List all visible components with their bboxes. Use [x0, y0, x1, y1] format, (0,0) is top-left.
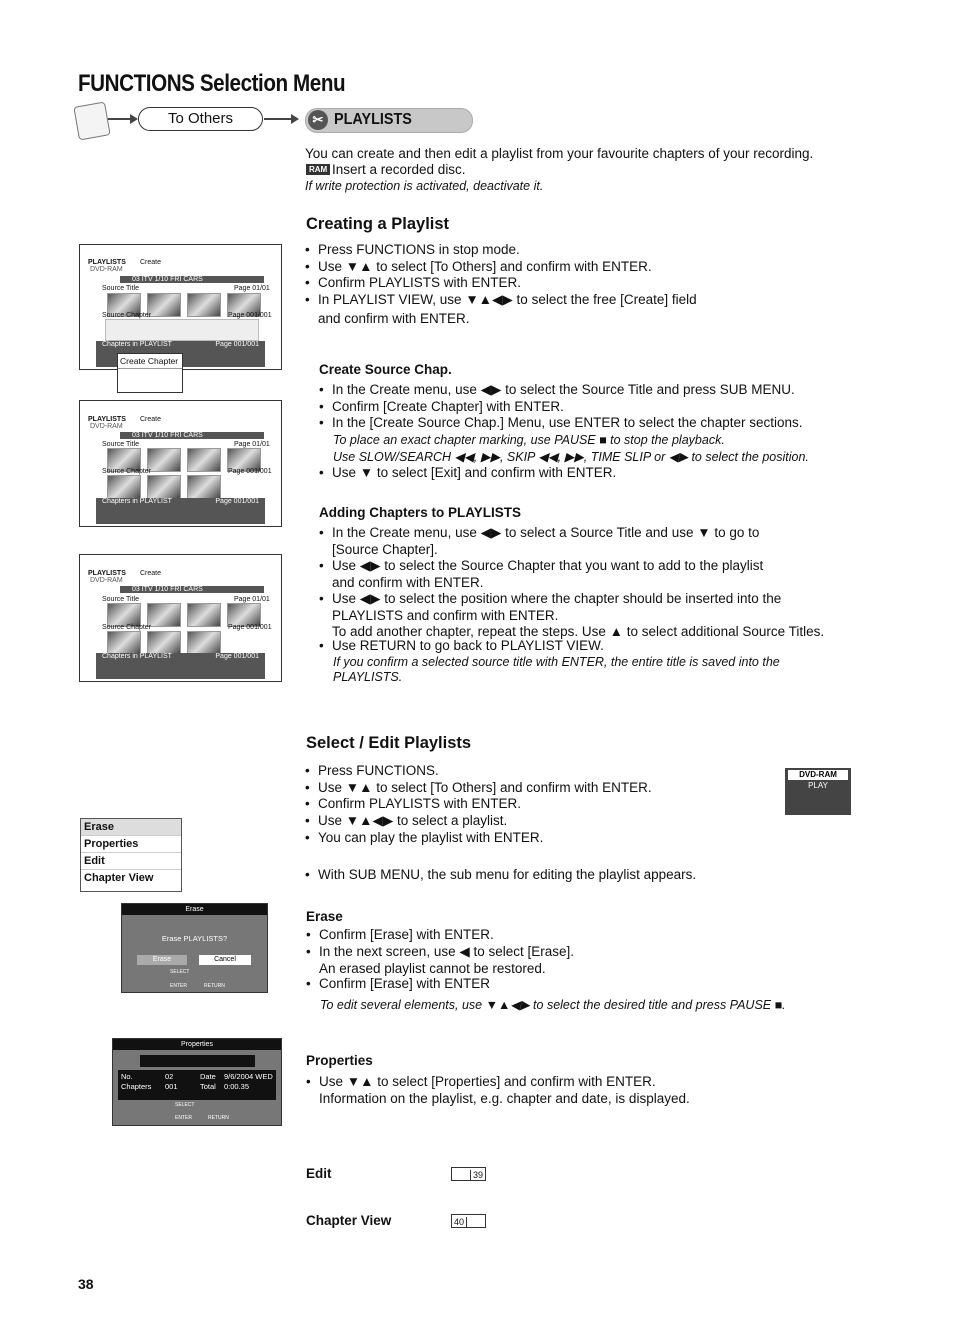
book-icon — [451, 1167, 486, 1181]
step-continuation: An erased playlist cannot be restored. — [319, 961, 546, 976]
playlists-label: PLAYLISTS — [334, 111, 412, 128]
source-chapter-label: Source Chapter — [102, 312, 152, 319]
screen-create: Create — [140, 259, 162, 266]
playlists-icon: ✂ — [308, 110, 328, 130]
screen-title-bar: 03 ITV 1/10 FRI CARS — [120, 432, 264, 439]
screen-playlists: PLAYLISTS — [88, 259, 126, 266]
page-label: Page 01/01 — [234, 285, 270, 292]
screen-playlists: PLAYLISTS — [88, 416, 126, 423]
adding-steps-1 — [319, 525, 759, 542]
page-label: Page 01/01 — [234, 596, 270, 603]
submenu-properties[interactable]: Properties — [81, 836, 181, 853]
arrow-head-icon — [291, 114, 299, 124]
functions-icon — [73, 101, 110, 140]
erase-button[interactable]: Erase — [137, 955, 187, 965]
select-edit-steps — [305, 763, 652, 847]
note: PLAYLISTS. — [333, 670, 403, 684]
chapters-bar — [96, 498, 265, 524]
properties-heading: Properties — [306, 1053, 373, 1068]
thumb — [107, 631, 141, 655]
submenu-note — [305, 867, 696, 884]
erase-dialog — [121, 903, 268, 993]
page-label: Page 001/001 — [215, 498, 259, 505]
thumb — [187, 293, 221, 317]
screen-title-bar: 03 ITV 1/10 FRI CARS — [120, 276, 264, 283]
erase-steps — [306, 927, 574, 960]
prop-no: 02 — [165, 1072, 174, 1081]
prop-total: 0:00.35 — [224, 1082, 250, 1091]
create-chapter-label[interactable]: Create Chapter — [118, 354, 182, 369]
chapters-in-playlist: Chapters in PLAYLIST — [102, 341, 172, 348]
edit-ref-page: 39 — [470, 1170, 483, 1180]
step: • In the Create menu, use ◀▶ to select a Source Title and use ▼ to go to — [319, 525, 759, 542]
intro-line2: Insert a recorded disc. — [332, 162, 466, 177]
cancel-button[interactable]: Cancel — [199, 955, 251, 965]
chapters-bar — [96, 653, 265, 679]
step: • Use ▼▲ to select [To Others] and confirm with ENTER. — [305, 259, 697, 276]
step: • Use ▼▲ to select [To Others] and confirm with ENTER. — [305, 780, 652, 797]
step: • You can play the playlist with ENTER. — [305, 830, 652, 847]
adding-heading: Adding Chapters to PLAYLISTS — [319, 505, 522, 520]
adding-steps-2 — [319, 558, 763, 575]
properties-name-bar — [140, 1055, 255, 1067]
erase-note: To edit several elements, use ▼▲◀▶ to select the desired title and press PAUSE ■. — [320, 998, 786, 1012]
to-others-pill — [138, 107, 263, 131]
arrow-icon — [264, 118, 294, 120]
page-number: 38 — [78, 1276, 94, 1292]
step: • With SUB MENU, the sub menu for editing the playlist appears. — [305, 867, 696, 884]
sub-menu — [80, 818, 182, 892]
intro-line3: If write protection is activated, deactivate it. — [305, 179, 544, 193]
step: • Confirm [Create Chapter] with ENTER. — [319, 399, 803, 416]
book-icon — [451, 1214, 486, 1228]
screen-title-bar: 03 ITV 1/10 FRI CARS — [120, 586, 264, 593]
screen-create: Create — [140, 416, 162, 423]
source-title-label: Source Title — [102, 596, 139, 603]
step: • Use ▼ to select [Exit] and confirm with ENTER. — [319, 465, 616, 482]
prop-no-label: No. — [121, 1072, 133, 1081]
step: • Use ◀▶ to select the Source Chapter that you want to add to the playlist — [319, 558, 763, 575]
enter-hint: ENTER — [170, 983, 187, 989]
playlists-pill — [305, 108, 473, 133]
chapter-thumbs — [107, 475, 221, 499]
prop-date: 9/6/2004 WED — [224, 1072, 273, 1081]
thumb — [107, 475, 141, 499]
step-continuation: and confirm with ENTER. — [332, 575, 484, 590]
screen-dvdram: DVD-RAM — [90, 423, 123, 430]
create-source-steps — [319, 382, 803, 432]
chapter-view-ref-page: 40 — [454, 1217, 467, 1227]
thumb — [147, 293, 181, 317]
adding-steps-4 — [319, 638, 604, 655]
screen-create: Create — [140, 570, 162, 577]
thumb — [147, 475, 181, 499]
step: • Use ▼▲ to select [Properties] and confirm with ENTER. — [306, 1074, 656, 1091]
intro-line1: You can create and then edit a playlist from your favourite chapters of your recording. — [305, 146, 814, 161]
thumb — [187, 448, 221, 472]
erase-question: Erase PLAYLISTS? — [161, 934, 228, 943]
prop-total-label: Total — [200, 1082, 216, 1091]
step-continuation: PLAYLISTS and confirm with ENTER. — [332, 608, 559, 623]
step: • Confirm [Erase] with ENTER. — [306, 927, 574, 944]
prop-ch: 001 — [165, 1082, 178, 1091]
note: To place an exact chapter marking, use PAUSE ■ to stop the playback. — [333, 433, 725, 447]
select-edit-heading: Select / Edit Playlists — [306, 734, 472, 752]
note: Use SLOW/SEARCH ◀◀, ▶▶, SKIP ◀◀, ▶▶, TIME SLIP or ◀▶ to select the position. — [333, 450, 809, 464]
erase-steps-end — [306, 976, 490, 993]
erase-dialog-title: Erase — [122, 904, 267, 915]
step: • Use ◀▶ to select the position where the chapter should be inserted into the — [319, 591, 781, 608]
create-source-steps-end — [319, 465, 616, 482]
dvd-ram-play-badge — [785, 768, 851, 815]
page-label: Page 01/01 — [234, 441, 270, 448]
source-chapter-label: Source Chapter — [102, 468, 152, 475]
to-others-label: To Others — [167, 110, 234, 127]
properties-title: Properties — [113, 1039, 281, 1050]
screen-create-chapter — [79, 244, 282, 370]
step: • In PLAYLIST VIEW, use ▼▲◀▶ to select the free [Create] field — [305, 292, 697, 309]
chapters-in-playlist: Chapters in PLAYLIST — [102, 653, 172, 660]
create-chapter-popup[interactable] — [117, 353, 183, 393]
step-continuation: Information on the playlist, e.g. chapter and date, is displayed. — [319, 1091, 690, 1106]
step: • Press FUNCTIONS in stop mode. — [305, 242, 697, 259]
select-hint: SELECT — [170, 969, 190, 975]
submenu-erase[interactable]: Erase — [81, 819, 181, 836]
chapters-in-playlist: Chapters in PLAYLIST — [102, 498, 172, 505]
step: • In the next screen, use ◀ to select [Erase]. — [306, 944, 574, 961]
step: • In the Create menu, use ◀▶ to select the Source Title and press SUB MENU. — [319, 382, 803, 399]
badge-line1: DVD-RAM — [788, 770, 848, 780]
page-label: Page 001/001 — [228, 624, 272, 631]
chapter-thumbs — [107, 631, 221, 655]
step-continuation: and confirm with ENTER. — [318, 311, 470, 326]
return-hint: RETURN — [208, 1115, 229, 1121]
properties-info — [118, 1070, 276, 1100]
step: • In the [Create Source Chap.] Menu, use ENTER to select the chapter sections. — [319, 415, 803, 432]
properties-dialog — [112, 1038, 282, 1126]
chapter-strip — [105, 319, 259, 341]
properties-steps — [306, 1074, 656, 1091]
note: If you confirm a selected source title with ENTER, the entire title is saved into the — [333, 655, 780, 669]
thumb — [187, 631, 221, 655]
screen-dvdram: DVD-RAM — [90, 577, 123, 584]
thumb — [187, 603, 221, 627]
step-continuation: To add another chapter, repeat the steps. Use ▲ to select additional Source Titles. — [332, 624, 825, 639]
thumb — [187, 475, 221, 499]
creating-heading: Creating a Playlist — [306, 215, 450, 233]
thumb — [147, 631, 181, 655]
erase-heading: Erase — [306, 909, 343, 924]
page-label: Page 001/001 — [228, 468, 272, 475]
screen-dvdram: DVD-RAM — [90, 266, 123, 273]
step: • Press FUNCTIONS. — [305, 763, 652, 780]
screen-create-source — [79, 400, 282, 527]
create-source-heading: Create Source Chap. — [319, 362, 452, 377]
step: • Confirm PLAYLISTS with ENTER. — [305, 796, 652, 813]
return-hint: RETURN — [204, 983, 225, 989]
ram-badge: RAM — [306, 164, 330, 175]
creating-steps — [305, 242, 697, 309]
edit-ref-label: Edit — [306, 1166, 332, 1181]
step-continuation: [Source Chapter]. — [332, 542, 438, 557]
chapter-view-ref-label: Chapter View — [306, 1213, 392, 1228]
page-label: Page 001/001 — [215, 341, 259, 348]
prop-ch-label: Chapters — [121, 1082, 152, 1091]
step: • Confirm PLAYLISTS with ENTER. — [305, 275, 697, 292]
page-label: Page 001/001 — [228, 312, 272, 319]
source-title-label: Source Title — [102, 285, 139, 292]
screen-playlists: PLAYLISTS — [88, 570, 126, 577]
page-title: FUNCTIONS Selection Menu — [78, 70, 346, 97]
step: • Use RETURN to go back to PLAYLIST VIEW. — [319, 638, 604, 655]
submenu-edit[interactable]: Edit — [81, 853, 181, 870]
adding-steps-3 — [319, 591, 781, 608]
select-hint: SELECT — [175, 1102, 195, 1108]
source-title-label: Source Title — [102, 441, 139, 448]
prop-date-label: Date — [200, 1072, 216, 1081]
step: • Confirm [Erase] with ENTER — [306, 976, 490, 993]
enter-hint: ENTER — [175, 1115, 192, 1121]
screen-adding-chapters — [79, 554, 282, 682]
page-label: Page 001/001 — [215, 653, 259, 660]
submenu-chapter-view[interactable]: Chapter View — [84, 872, 154, 884]
thumb — [147, 603, 181, 627]
badge-line2: PLAY — [808, 781, 828, 790]
source-chapter-label: Source Chapter — [102, 624, 152, 631]
step: • Use ▼▲◀▶ to select a playlist. — [305, 813, 652, 830]
arrow-head-icon — [130, 114, 138, 124]
thumb — [147, 448, 181, 472]
